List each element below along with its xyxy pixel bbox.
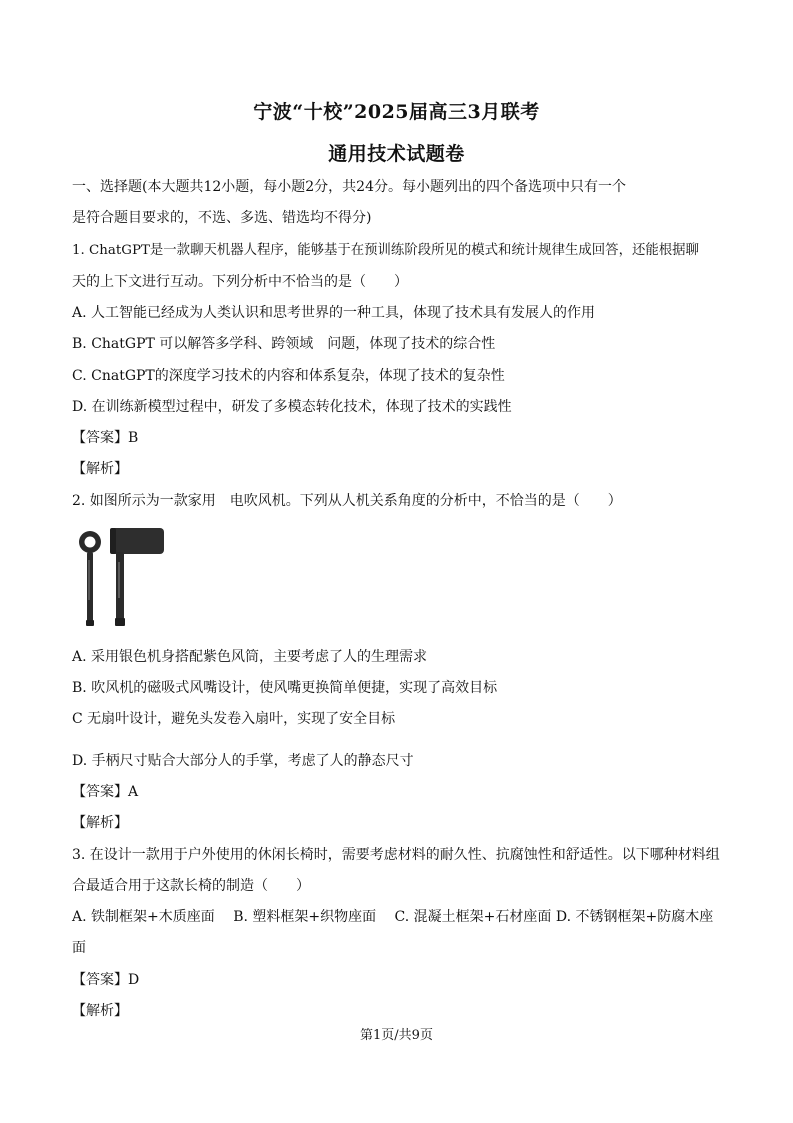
exam-title: 宁波“十校”2025届高三3月联考	[253, 101, 540, 123]
q1-option-a: A. 人工智能已经成为人类认识和思考世界的一种工具，体现了技术具有发展人的作用	[72, 305, 596, 321]
q2-answer: 【答案】A	[72, 784, 139, 800]
q2-option-d: D. 手柄尺寸贴合大部分人的手掌，考虑了人的静态尺寸	[72, 753, 414, 769]
q2-option-b: B. 吹风机的磁吸式风嘴设计，使风嘴更换简单便捷，实现了高效目标	[72, 680, 498, 696]
q2-option-c: C 无扇叶设计，避免头发卷入扇叶，实现了安全目标	[72, 711, 396, 727]
q1-analysis: 【解析】	[72, 461, 128, 477]
q3-stem-line-2: 合最适合用于这款长椅的制造（ ）	[72, 878, 310, 894]
q3-options-line-1: A. 铁制框架+木质座面 B. 塑料框架+织物座面 C. 混凝土框架+石材座面 D. 不锈钢框架+防腐木座	[72, 909, 714, 925]
q1-answer: 【答案】B	[72, 430, 139, 446]
q2-analysis: 【解析】	[72, 815, 128, 831]
section-intro-line-2: 是符合题目要求的，不选、多选、错选均不得分)	[72, 210, 372, 226]
q2-stem: 2. 如图所示为一款家用 电吹风机。下列从人机关系角度的分析中，不恰当的是（ ）	[72, 493, 622, 509]
q3-options-line-2: 面	[72, 940, 86, 956]
q3-stem-line-1: 3. 在设计一款用于户外使用的休闲长椅时，需要考虑材料的耐久性、抗腐蚀性和舒适性。以下哪种材料组	[72, 847, 720, 863]
section-intro-line-1: 一、选择题(本大题共12小题，每小题2分，共24分。每小题列出的四个备选项中只有一个	[72, 179, 626, 195]
exam-subtitle: 通用技术试题卷	[328, 143, 465, 165]
q1-stem-line-1: 1. ChatGPT是一款聊天机器人程序，能够基于在预训练阶段所见的模式和统计规律生成回答，还能根据聊	[72, 243, 699, 258]
q1-option-c: C. CnatGPT的深度学习技术的内容和体系复杂，体现了技术的复杂性	[72, 368, 505, 384]
q2-option-a: A. 采用银色机身搭配紫色风筒，主要考虑了人的生理需求	[72, 649, 428, 665]
q3-answer: 【答案】D	[72, 972, 140, 988]
q1-option-d: D. 在训练新模型过程中，研发了多模态转化技术，体现了技术的实践性	[72, 399, 512, 415]
page-footer: 第1页/共9页	[360, 1028, 433, 1043]
hair-dryer-image	[74, 524, 166, 630]
q1-stem-line-2: 天的上下文进行互动。下列分析中不恰当的是（ ）	[72, 274, 408, 290]
q3-analysis: 【解析】	[72, 1003, 128, 1019]
q1-option-b: B. ChatGPT 可以解答多学科、跨领域 问题，体现了技术的综合性	[72, 336, 496, 352]
